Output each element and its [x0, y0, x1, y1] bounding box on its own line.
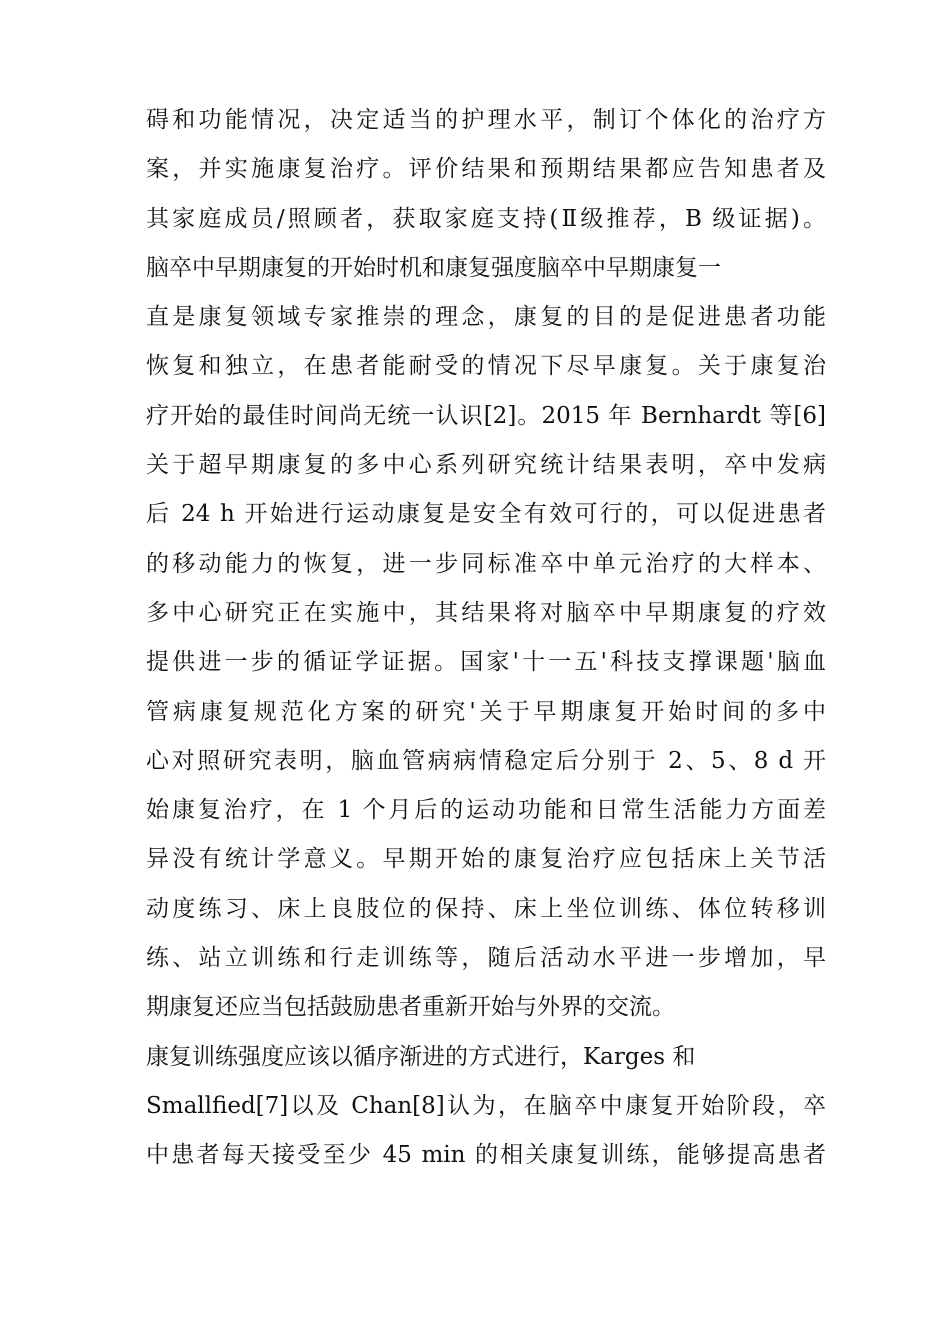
text-line-2: 案，并实施康复治疗。评价结果和预期结果都应告知患者及 [146, 156, 826, 183]
text-line-12: 提供进一步的循证学证据。国家'十一五'科技支撑课题'脑血 [146, 649, 826, 676]
text-line-5: 直是康复领域专家推崇的理念，康复的目的是促进患者功能 [146, 304, 826, 331]
text-line-4: 脑卒中早期康复的开始时机和康复强度脑卒中早期康复一 [146, 254, 721, 281]
text-line-8: 关于超早期康复的多中心系列研究统计结果表明，卒中发病 [146, 452, 826, 479]
text-line-3: 其家庭成员/照顾者，获取家庭支持(Ⅱ级推荐，B 级证据)。 [146, 205, 826, 232]
text-line-18: 练、站立训练和行走训练等，随后活动水平进一步增加，早 [146, 945, 826, 972]
body-text [146, 96, 826, 1181]
text-line-6: 恢复和独立，在患者能耐受的情况下尽早康复。关于康复治 [146, 353, 826, 380]
text-line-14: 心对照研究表明，脑血管病病情稳定后分别于 2、5、8 d 开 [146, 747, 826, 774]
text-line-1: 碍和功能情况，决定适当的护理水平，制订个体化的治疗方 [146, 107, 826, 133]
text-line-19: 期康复还应当包括鼓励患者重新开始与外界的交流。 [146, 994, 675, 1021]
text-line-15: 始康复治疗，在 1 个月后的运动功能和日常生活能力方面差 [146, 797, 826, 824]
text-line-9: 后 24 h 开始进行运动康复是安全有效可行的，可以促进患者 [146, 501, 826, 528]
text-line-10: 的移动能力的恢复，进一步同标准卒中单元治疗的大样本、 [146, 550, 826, 577]
text-line-13: 管病康复规范化方案的研究'关于早期康复开始时间的多中 [146, 698, 826, 725]
text-line-22: 中患者每天接受至少 45 min 的相关康复训练，能够提高患者 [146, 1142, 826, 1169]
text-line-17: 动度练习、床上良肢位的保持、床上坐位训练、体位转移训 [146, 895, 826, 922]
text-line-21: Smallfied[7]以及 Chan[8]认为，在脑卒中康复开始阶段，卒 [146, 1092, 826, 1119]
text-line-20: 康复训练强度应该以循序渐进的方式进行，Karges 和 [146, 1043, 696, 1070]
text-line-7: 疗开始的最佳时间尚无统一认识[2]。2015 年 Bernhardt 等[6] [146, 402, 826, 429]
text-line-16: 异没有统计学意义。早期开始的康复治疗应包括床上关节活 [146, 846, 826, 873]
text-line-11: 多中心研究正在实施中，其结果将对脑卒中早期康复的疗效 [146, 599, 826, 626]
